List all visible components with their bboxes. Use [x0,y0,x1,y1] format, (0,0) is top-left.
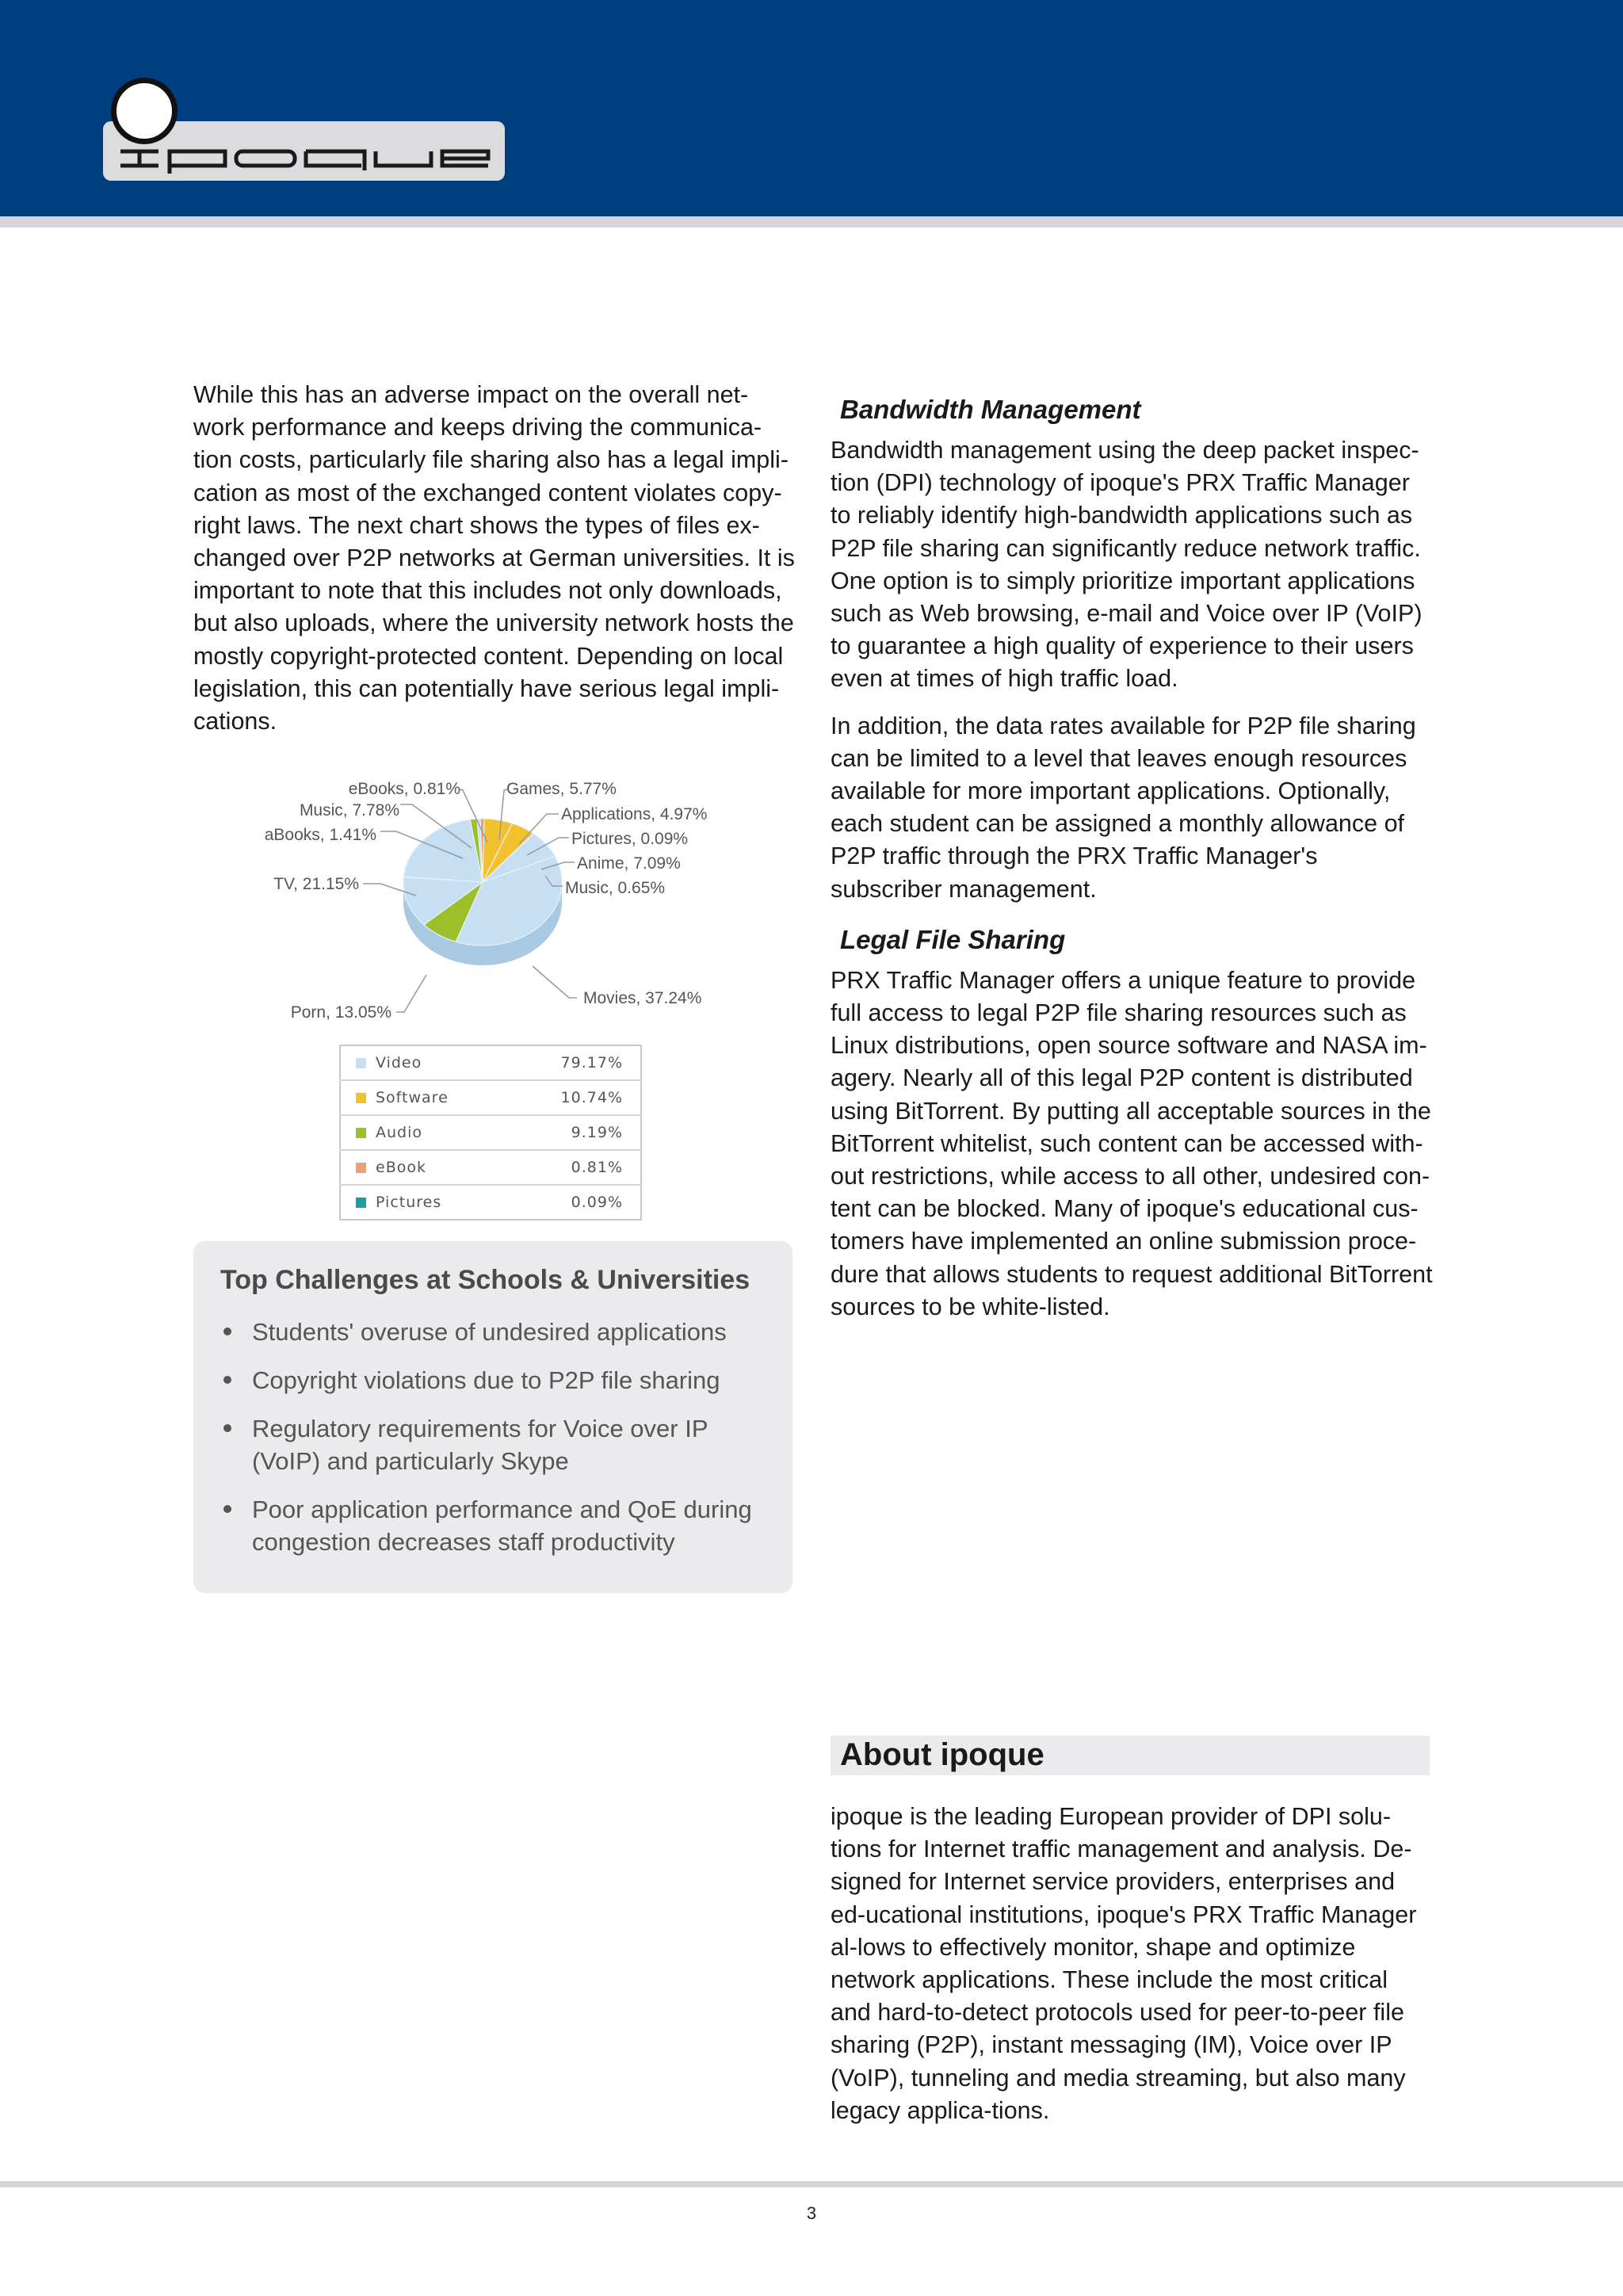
legend-name: Audio [376,1124,423,1141]
header-stripe [0,216,1623,227]
list-item-text: Copyright violations due to P2P file sharing [252,1366,720,1394]
legend-value: 79.17% [513,1045,641,1080]
legend-swatch [356,1198,366,1208]
legend-name-cell [340,1150,513,1185]
bullet-icon [223,1505,231,1513]
pie-chart-svg [238,773,745,1050]
legend-name: eBook [376,1159,426,1176]
list-item [220,1364,775,1396]
slice-label-anime: Anime, 7.09% [577,854,681,873]
legend-row [340,1080,641,1115]
header-banner [0,0,1623,216]
legend-row [340,1115,641,1150]
legend-name-cell [340,1045,513,1080]
legend-row [340,1045,641,1080]
slice-label-music-video: Music, 0.65% [565,879,666,897]
legend-swatch [356,1128,366,1138]
legend-row [340,1185,641,1220]
about-title: About ipoque [840,1737,1044,1772]
legend-swatch [356,1093,366,1103]
about-heading-bar [831,1736,1430,1775]
legend-value: 0.09% [571,1194,623,1211]
bandwidth-paragraph-2: In addition, the data rates available for P2P file sharing can be limited to a level that leaves enough resources available for more important applications. Optionally, each student can be assigned a monthly allowance of P2P traffic through the PRX Traffic Manager's subscriber management. [831,712,1416,903]
slice-label-music: Music, 7.78% [299,801,399,819]
challenges-callout [193,1241,792,1593]
list-item [220,1316,775,1348]
bandwidth-heading: Bandwidth Management [840,395,1141,424]
intro-paragraph: While this has an adverse impact on the overall net-work performance and keeps driving the communica-tion costs, particularly file sharing also has a legal impli-cation as most of the exchanged content violates copy-right laws. The next chart shows the types of files ex-changed over P2P networks at German universities. It is important to note that this includes not only downloads, but also uploads, where the university network hosts the mostly copyright-protected content. Depending on local legislation, this can potentially have serious legal impli-cations. [193,381,795,735]
legend-name: Software [376,1089,449,1106]
legend-value: 0.81% [513,1150,641,1185]
legend-name-cell [340,1115,513,1150]
legend-value: 10.74% [513,1080,641,1115]
legend-swatch [356,1163,366,1173]
list-item [220,1412,775,1477]
logo-circle-icon [111,78,178,144]
list-item-text: Students' overuse of undesired applications [252,1318,727,1346]
bullet-icon [223,1376,231,1384]
slice-label-abooks: aBooks, 1.41% [264,826,376,844]
bullet-icon [223,1424,231,1432]
challenges-list [220,1316,775,1574]
chart-legend-table [339,1045,642,1221]
legend-name: Video [376,1054,422,1072]
slice-label-porn: Porn, 13.05% [290,1003,391,1022]
legal-paragraph: PRX Traffic Manager offers a unique feature to provide full access to legal P2P file sharing resources such as Linux distributions, open source software and NASA im-agery. Nearly all of this legal P2P content is distributed using BitTorrent. By putting all acceptable sources in the BitTorrent whitelist, such content can be accessed with-out restrictions, while access to all other, undesired con-tent can be blocked. Many of ipoque's educational cus-tomers have implemented an online submission proce-dure that allows students to request additional BitTorrent sources to be white-listed. [831,966,1433,1320]
slice-label-tv: TV, 21.15% [273,875,359,893]
legend-swatch [356,1058,366,1068]
list-item-text: Regulatory requirements for Voice over IP (VoIP) and particularly Skype [252,1415,708,1475]
slice-label-pictures: Pictures, 0.09% [571,830,689,848]
legend-name: Pictures [376,1194,442,1211]
about-section [831,1801,1433,2127]
page-number: 3 [806,2203,817,2223]
footer-divider [0,2181,1623,2187]
bullet-icon [223,1328,231,1335]
file-type-pie-chart [238,773,745,1050]
slice-label-ebooks: eBooks, 0.81% [348,780,460,798]
callout-title: Top Challenges at Schools & Universities [220,1265,750,1295]
bandwidth-paragraph-1: Bandwidth management using the deep packet inspec-tion (DPI) technology of ipoque's PRX Traffic Manager to reliably identify high-bandwidth applications such as P2P file sharing can significantly reduce network traffic. One option is to simply prioritize important applications such as Web browsing, e-mail and Voice over IP (VoIP) to guarantee a high quality of experience to their users even at times of high traffic load. [831,437,1423,693]
legend-name-cell [340,1080,513,1115]
about-paragraph: ipoque is the leading European provider of DPI solu-tions for Internet traffic management and analysis. De-signed for Internet service providers, enterprises and ed-ucational institutions, ipoque's PRX Traffic Manager al-lows to effectively monitor, shape and optimize network applications. These include the most critical and hard-to-detect protocols used for peer-to-peer file sharing (P2P), instant messaging (IM), Voice over IP (VoIP), tunneling and media streaming, but also many legacy applica-tions. [831,1803,1417,2124]
slice-label-applications: Applications, 4.97% [561,805,708,823]
legend-name-cell [340,1185,513,1220]
slice-label-movies: Movies, 37.24% [583,989,702,1007]
list-item [220,1493,775,1558]
right-column [831,395,1433,1324]
legend-row [340,1150,641,1185]
list-item-text: Poor application performance and QoE during congestion decreases staff productivity [252,1496,752,1556]
slice-label-games: Games, 5.77% [506,780,617,798]
left-column [193,379,796,738]
legal-heading: Legal File Sharing [840,924,1066,954]
legend-value: 9.19% [513,1115,641,1150]
